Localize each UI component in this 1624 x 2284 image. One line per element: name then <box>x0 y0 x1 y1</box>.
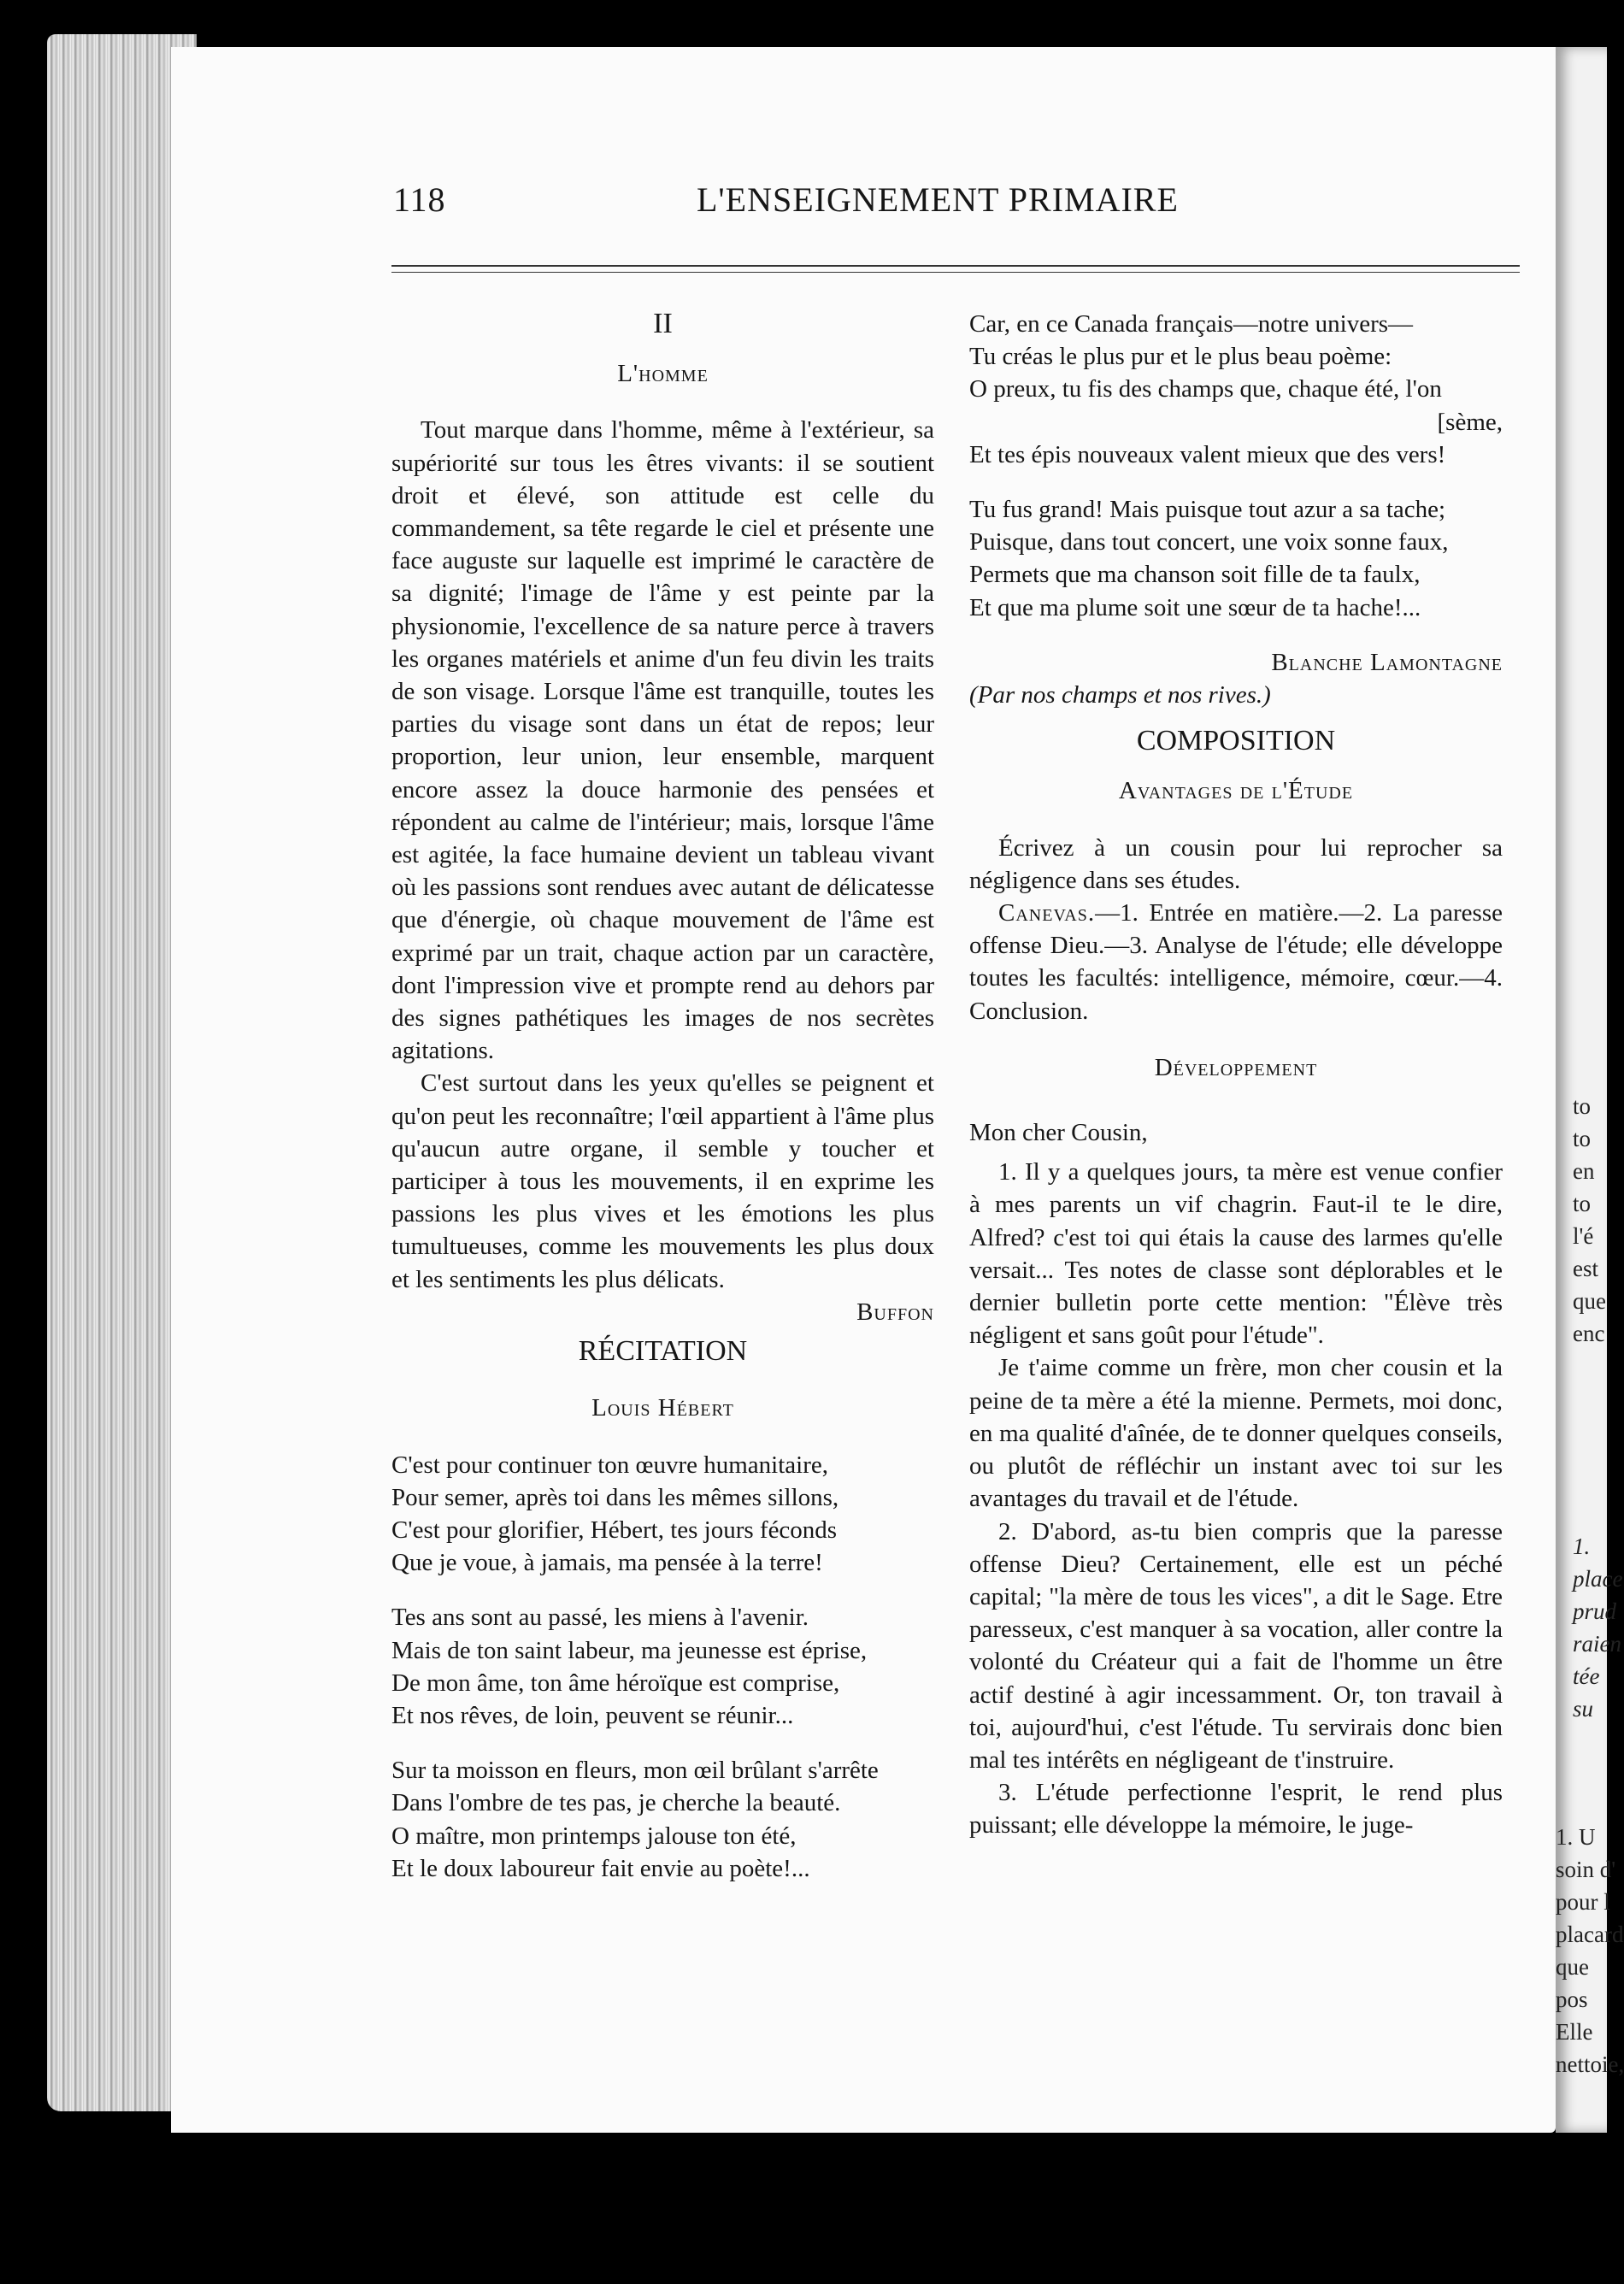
paragraph: Je t'aime comme un frère, mon cher cousin et la peine de ta mère a été la mienne. Permets, moi donc, en ma qualité d'aînée, de te donner quelques conseils, ou plutôt de réfléchir un instant avec toi sur les avantages du travail et de l'étude. <box>969 1354 1503 1513</box>
header-rule-thin <box>391 272 1520 273</box>
header-rule <box>391 265 1520 267</box>
facing-page-text-c <box>1556 1821 1624 2081</box>
stanza <box>969 493 1503 624</box>
facing-page-line: est <box>1573 1256 1598 1281</box>
verse-line: Sur ta moisson en fleurs, mon œil brûlant s'arrête <box>391 1757 879 1785</box>
facing-page-line: nettoie, <box>1556 2051 1624 2077</box>
verse-line: De mon âme, ton âme héroïque est comprise, <box>391 1669 840 1697</box>
facing-page-line: to <box>1573 1191 1592 1216</box>
verse-line: Pour semer, après toi dans les mêmes sillons, <box>391 1483 839 1511</box>
facing-page-line: que <box>1573 1288 1606 1314</box>
composition-heading: COMPOSITION <box>1136 725 1336 757</box>
left-column <box>391 308 934 1907</box>
verse-line: Tu créas le plus pur et le plus beau poème: <box>969 343 1392 371</box>
salutation: Mon cher Cousin, <box>969 1119 1148 1147</box>
recitation-heading: RÉCITATION <box>578 1335 748 1368</box>
verse-line: C'est pour continuer ton œuvre humanitaire, <box>391 1451 828 1479</box>
verse-line: Mais de ton saint labeur, ma jeunesse est éprise, <box>391 1636 868 1664</box>
poem-title: Louis Hébert <box>591 1394 734 1422</box>
paragraph: 3. L'étude perfectionne l'esprit, le rend plus puissant; elle développe la mémoire, le juge- <box>969 1779 1503 1840</box>
verse-line: O preux, tu fis des champs que, chaque été, l'on <box>969 375 1442 403</box>
source-citation: (Par nos champs et nos rives.) <box>969 681 1271 709</box>
verse-line: Et que ma plume soit une sœur de ta hache!... <box>969 593 1421 621</box>
paragraph: 2. D'abord, as-tu bien compris que la paresse offense Dieu? Certainement, elle est un péché capital; "la mère de tous les vices", a dit le Sage. Etre paresseux, c'est manquer à sa vocation, aller contre la volonté du Créateur qui a fait de l'homme un être actif destiné à agir incessamment. Or, ton travail à toi, aujourd'hui, c'est l'étude. Tu servirais donc bien mal tes intérêts en négligeant de t'instruire. <box>969 1517 1503 1774</box>
facing-page-line: tée su <box>1573 1663 1600 1722</box>
paragraph: 1. Il y a quelques jours, ta mère est venue confier à mes parents un vif chagrin. Faut-il te le dire, Alfred? c'est toi qui étais la cause des larmes qu'elle versait... Tes notes de classe sont déplorables et le dernier bulletin porte cette mention: "Élève très négligent et sans goût pour l'étude". <box>969 1158 1503 1350</box>
canevas-text: —1. Entrée en matière.—2. La paresse offense Dieu.—3. Analyse de l'étude; elle développe toutes les facultés: intelligence, mémoire, cœur.—4. Conclusion. <box>969 899 1503 1025</box>
canevas <box>969 897 1503 1027</box>
facing-page-text-b <box>1573 1530 1622 1725</box>
composition-prompt: Écrivez à un cousin pour lui reprocher sa négligence dans ses études. <box>969 833 1503 894</box>
running-title: L'ENSEIGNEMENT PRIMAIRE <box>697 180 1179 219</box>
stanza <box>391 1754 934 1885</box>
verse-line: Et tes épis nouveaux valent mieux que des vers! <box>969 440 1446 468</box>
facing-page-line: l'é <box>1573 1223 1594 1249</box>
verse-line: Tu fus grand! Mais puisque tout azur a sa tache; <box>969 496 1446 524</box>
facing-page-line: que pos <box>1556 1954 1589 2012</box>
facing-page-line: enc <box>1573 1321 1605 1346</box>
paragraph: Tout marque dans l'homme, même à l'extérieur, sa supériorité sur tous les êtres vivants: il se soutient droit et élevé, son attitude est celle du commandement, sa tête regarde le ciel et présente une face auguste sur laquelle est imprimé le caractère de sa dignité; l'image de l'âme y est peinte par la physionomie, l'excellence de sa nature perce à travers les organes matériels et anime d'un feu divin les traits de son visage. Lorsque l'âme est tranquille, toutes les parties du visage sont dans un état de repos; leur proportion, leur union, leur ensemble, marquent encore assez la douce harmonie des pensées et répondent au calme de l'intérieur; mais, lorsque l'âme est agitée, la face humaine devient un tableau vivant où les passions sont rendues avec autant de délicatesse que d'énergie, où chaque mouvement de l'âme est exprimé par un trait, chaque action par un caractère, dont l'impression vive et prompte rend au dehors par des signes pathétiques les images de nos secrètes agitations. <box>391 416 934 1065</box>
facing-page-line: to <box>1573 1093 1592 1119</box>
stanza <box>969 308 1503 471</box>
facing-page-line: pour l <box>1556 1889 1610 1915</box>
verse-line-overflow: [sème, <box>1437 408 1503 436</box>
verse-line: Dans l'ombre de tes pas, je cherche la beauté. <box>391 1789 841 1817</box>
verse-line: Puisque, dans tout concert, une voix sonne faux, <box>969 528 1449 556</box>
verse-line: O maître, mon printemps jalouse ton été, <box>391 1822 797 1850</box>
verse-line: Permets que ma chanson soit fille de ta faulx, <box>969 561 1421 589</box>
canevas-label: Canevas. <box>998 899 1096 927</box>
facing-page-line: prud <box>1573 1598 1617 1624</box>
facing-page-line: raien <box>1573 1631 1621 1657</box>
facing-page <box>1556 47 1624 2133</box>
author-signature: Blanche Lamontagne <box>1271 648 1503 676</box>
facing-page-text-a <box>1573 1090 1606 1350</box>
facing-page-line: 1. <box>1573 1533 1591 1559</box>
section-roman: II <box>653 308 673 339</box>
facing-page-line: Elle <box>1556 2019 1593 2045</box>
right-column <box>969 308 1503 1842</box>
facing-page-line: place <box>1573 1566 1623 1592</box>
stanza <box>391 1449 934 1580</box>
paragraph: C'est surtout dans les yeux qu'elles se peignent et qu'on peut les reconnaître; l'œil appartient à l'âme plus qu'aucun autre organe, il semble y toucher et participer à tous les mouvements, il en exprime les passions les plus vives et les émotions les plus tumultueuses, comme les mouvements les plus doux et les sentiments les plus délicats. <box>391 1069 934 1293</box>
verse-line: Et nos rêves, de loin, peuvent se réunir... <box>391 1701 794 1729</box>
author-signature: Buffon <box>856 1298 934 1326</box>
verse-line: Tes ans sont au passé, les miens à l'avenir. <box>391 1604 809 1632</box>
facing-page-line: soin d' <box>1556 1857 1616 1882</box>
facing-page-line: en <box>1573 1158 1595 1184</box>
facing-page-line: placard <box>1556 1922 1624 1947</box>
verse-line: Que je voue, à jamais, ma pensée à la terre! <box>391 1549 823 1577</box>
section-title: L'homme <box>617 360 709 388</box>
facing-page-line: 1. U <box>1556 1824 1596 1850</box>
poem <box>391 1449 934 1885</box>
verse-line: Car, en ce Canada français—notre univers— <box>969 310 1414 338</box>
verse-line: Et le doux laboureur fait envie au poète!... <box>391 1854 810 1882</box>
stanza <box>391 1601 934 1732</box>
page-number: 118 <box>393 180 446 219</box>
verse-line: C'est pour glorifier, Hébert, tes jours féconds <box>391 1516 838 1544</box>
development-heading: Développement <box>1154 1053 1318 1081</box>
composition-subtitle: Avantages de l'Étude <box>1118 777 1354 805</box>
facing-page-line: to <box>1573 1126 1592 1151</box>
